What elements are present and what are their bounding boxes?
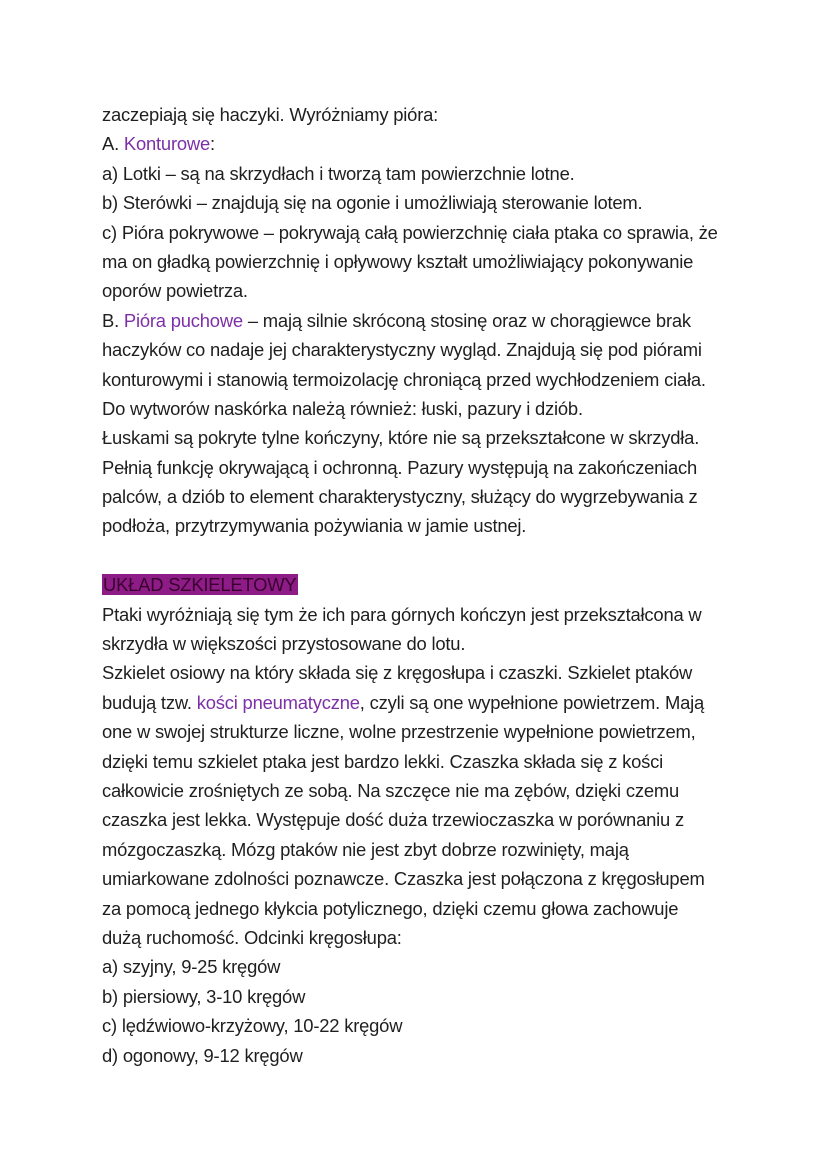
text-fragment: , czyli są one wypełnione powietrzem. Mają bbox=[359, 691, 705, 713]
text-line: umiarkowane zdolności poznawcze. Czaszka jest połączona z kręgosłupem bbox=[102, 868, 705, 890]
text-line: Pełnią funkcję okrywającą i ochronną. Pazury występują na zakończeniach bbox=[102, 456, 698, 478]
list-prefix: A. bbox=[102, 133, 124, 155]
text-line: palców, a dziób to element charakterystyczny, służący do wygrzebywania z bbox=[102, 486, 698, 508]
text-line: czaszka jest lekka. Występuje dość duża trzewioczaszka w porównaniu z bbox=[102, 809, 684, 831]
section-heading-line bbox=[102, 570, 802, 599]
term-konturowe: Konturowe bbox=[123, 133, 211, 155]
text-line: dzięki temu szkielet ptaka jest bardzo lekki. Czaszka składa się z kości bbox=[102, 750, 664, 772]
list-suffix: : bbox=[210, 133, 215, 155]
document-page bbox=[102, 100, 802, 1070]
term-kosci-pneumatyczne: kości pneumatyczne bbox=[196, 691, 360, 713]
feather-type-b bbox=[102, 306, 802, 335]
feather-type-a bbox=[102, 129, 802, 158]
text-line: skrzydła w większości przystosowane do lotu. bbox=[102, 633, 466, 655]
list-item-lotki: a) Lotki – są na skrzydłach i tworzą tam powierzchnie lotne. bbox=[102, 162, 575, 184]
text-line: za pomocą jednego kłykcia potylicznego, dzięki czemu głowa zachowuje bbox=[102, 897, 679, 919]
paragraph-spacer bbox=[102, 541, 802, 570]
text-line: Do wytworów naskórka należą również: łuski, pazury i dziób. bbox=[102, 397, 583, 419]
text-line: ma on gładką powierzchnię i opływowy kształt umożliwiający pokonywanie bbox=[102, 250, 694, 272]
term-piora-puchowe: Pióra puchowe bbox=[123, 309, 243, 331]
text-line: mózgoczaszką. Mózg ptaków nie jest zbyt dobrze rozwinięty, mają bbox=[102, 838, 629, 860]
spine-item-szyjny: a) szyjny, 9-25 kręgów bbox=[102, 956, 281, 978]
text-line: podłoża, przytrzymywania pożywiania w jamie ustnej. bbox=[102, 515, 527, 537]
text-line: zaczepiają się haczyki. Wyróżniamy pióra: bbox=[102, 104, 439, 125]
section-heading: UKŁAD SZKIELETOWY bbox=[103, 574, 297, 596]
text-line: oporów powietrza. bbox=[102, 280, 248, 302]
text-line bbox=[102, 688, 802, 717]
text-line: Szkielet osiowy na który składa się z kręgosłupa i czaszki. Szkielet ptaków bbox=[102, 662, 693, 684]
text-line: całkowicie zrośniętych ze sobą. Na szczęce nie ma zębów, dzięki czemu bbox=[102, 779, 679, 801]
text-line: konturowymi i stanowią termoizolację chroniącą przed wychłodzeniem ciała. bbox=[102, 368, 706, 390]
list-item-sterowki: b) Sterówki – znajdują się na ogonie i umożliwiają sterowanie lotem. bbox=[102, 192, 643, 214]
text-fragment: budują tzw. bbox=[102, 691, 197, 713]
spine-item-ledzwiowo-krzyzowy: c) lędźwiowo-krzyżowy, 10-22 kręgów bbox=[102, 1015, 403, 1037]
spine-item-piersiowy: b) piersiowy, 3-10 kręgów bbox=[102, 985, 306, 1007]
text-line: Ptaki wyróżniają się tym że ich para górnych kończyn jest przekształcona w bbox=[102, 603, 702, 625]
text-line: dużą ruchomość. Odcinki kręgosłupa: bbox=[102, 926, 402, 948]
list-suffix: – mają silnie skróconą stosinę oraz w chorągiewce brak bbox=[242, 309, 691, 331]
list-prefix: B. bbox=[102, 309, 124, 331]
text-line: haczyków co nadaje jej charakterystyczny wygląd. Znajdują się pod piórami bbox=[102, 339, 702, 361]
spine-item-ogonowy: d) ogonowy, 9-12 kręgów bbox=[102, 1044, 303, 1066]
text-line: one w swojej strukturze liczne, wolne przestrzenie wypełnione powietrzem, bbox=[102, 721, 696, 743]
list-item-pokrywowe: c) Pióra pokrywowe – pokrywają całą powierzchnię ciała ptaka co sprawia, że bbox=[102, 221, 718, 243]
text-line: Łuskami są pokryte tylne kończyny, które nie są przekształcone w skrzydła. bbox=[102, 427, 700, 449]
